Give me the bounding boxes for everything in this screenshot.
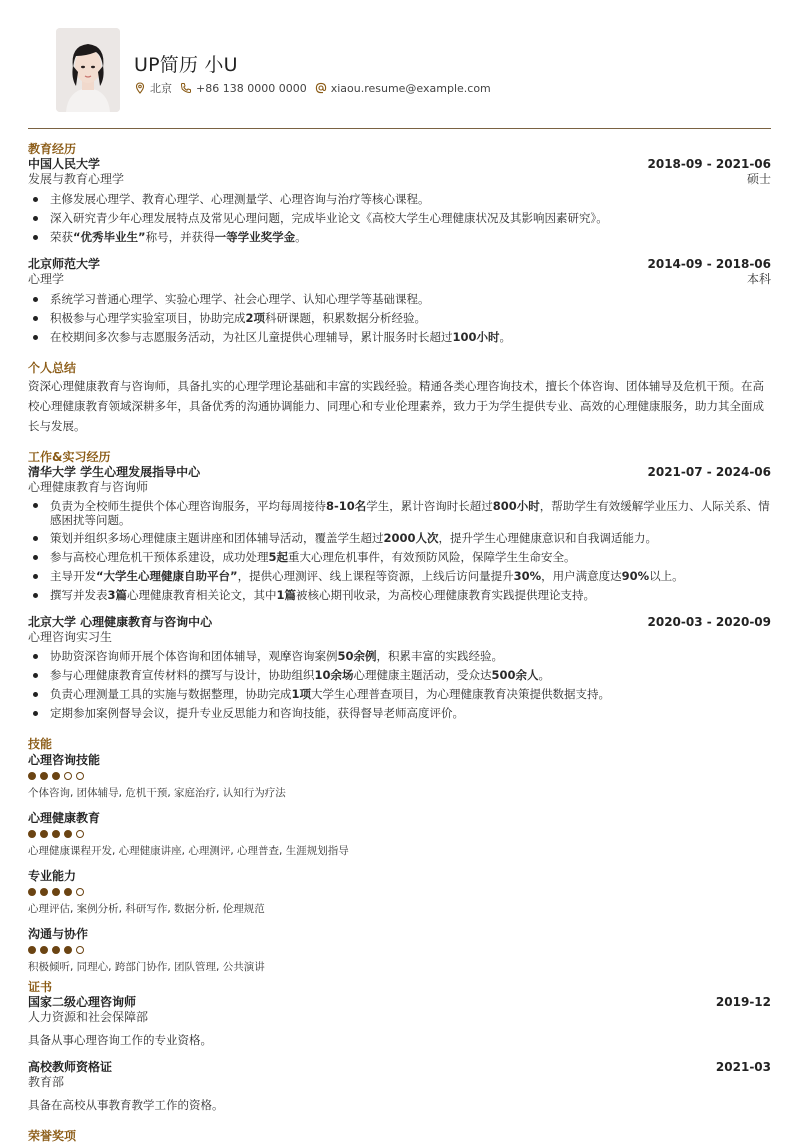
organization-name: 北京大学 心理健康教育与咨询中心 [28, 615, 213, 629]
rating-dot-filled [40, 888, 48, 896]
rating-dot-filled [52, 830, 60, 838]
school-name: 北京师范大学 [28, 257, 101, 271]
rating-dot-filled [28, 772, 36, 780]
list-item: 参与心理健康教育宣传材料的撰写与设计，协助组织10余场心理健康主题活动，受众达500余人。 [50, 666, 771, 685]
certificate-name: 高校教师资格证 [28, 1060, 113, 1074]
entry-date: 2014-09 - 2018-06 [647, 257, 771, 271]
rating-dot-empty [76, 946, 84, 954]
certificates-section-title: 证书 [28, 980, 53, 994]
entry-date: 2021-03 [715, 1060, 771, 1074]
experience-section-title: 工作&实习经历 [28, 450, 111, 464]
skills-section-title: 技能 [28, 737, 53, 751]
experience-entry [28, 615, 771, 723]
rating-dot-empty [76, 772, 84, 780]
skill-item [28, 810, 771, 858]
rating-dot-filled [28, 946, 36, 954]
list-item: 系统学习普通心理学、实验心理学、社会心理学、认知心理学等基础课程。 [50, 290, 771, 309]
rating-dot-filled [52, 888, 60, 896]
education-section-title: 教育经历 [28, 142, 77, 156]
skill-level-rating [28, 888, 771, 896]
rating-dot-filled [52, 946, 60, 954]
honors-section-title: 荣誉奖项 [28, 1129, 77, 1143]
rating-dot-filled [64, 830, 72, 838]
job-role: 心理健康教育与咨询师 [28, 480, 149, 494]
list-item: 策划并组织多场心理健康主题讲座和团体辅导活动，覆盖学生超过2000人次，提升学生心理健康意识和自我调适能力。 [50, 529, 771, 548]
organization-name: 清华大学 学生心理发展指导中心 [28, 465, 201, 479]
skill-name: 沟通与协作 [28, 927, 89, 941]
at-sign-icon [315, 82, 327, 94]
rating-dot-filled [40, 946, 48, 954]
location-pin-icon [134, 82, 146, 94]
list-item: 负责心理测量工具的实施与数据整理，协助完成1项大学生心理普查项目，为心理健康教育决策提供数据支持。 [50, 685, 771, 704]
entry-date: 2021-07 - 2024-06 [647, 465, 771, 479]
degree: 本科 [746, 272, 771, 286]
summary-text: 资深心理健康教育与咨询师，具备扎实的心理学理论基础和丰富的实践经验。精通各类心理咨询技术，擅长个体咨询、团体辅导及危机干预。在高校心理健康教育领域深耕多年，具备优秀的沟通协调能力、同理心和专业伦理素养，致力于为学生提供专业、高效的心理健康服务，助力其全面成长与发展。 [28, 379, 764, 433]
job-role: 心理咨询实习生 [28, 630, 113, 644]
rating-dot-empty [76, 888, 84, 896]
list-item: 协助资深咨询师开展个体咨询和团体辅导，观摩咨询案例50余例，积累丰富的实践经验。 [50, 647, 771, 666]
avatar [56, 28, 120, 112]
list-item: 定期参加案例督导会议，提升专业反思能力和咨询技能，获得督导老师高度评价。 [50, 704, 771, 723]
skill-item [28, 752, 771, 800]
skill-keywords: 积极倾听, 同理心, 跨部门协作, 团队管理, 公共演讲 [28, 961, 265, 973]
certificate-entry [28, 995, 771, 1050]
major: 发展与教育心理学 [28, 172, 125, 186]
major: 心理学 [28, 272, 65, 286]
skill-level-rating [28, 830, 771, 838]
certificate-description: 具备从事心理咨询工作的专业资格。 [28, 1033, 212, 1047]
rating-dot-filled [64, 888, 72, 896]
contact-phone [180, 82, 307, 95]
list-item: 撰写并发表3篇心理健康教育相关论文，其中1篇被核心期刊收录，为高校心理健康教育实践提供理论支持。 [50, 586, 771, 605]
certificate-issuer: 教育部 [28, 1075, 65, 1089]
entry-date: 2019-12 [715, 995, 771, 1009]
list-item: 积极参与心理学实验室项目，协助完成2项科研课题，积累数据分析经验。 [50, 309, 771, 328]
rating-dot-filled [40, 830, 48, 838]
list-item: 在校期间多次参与志愿服务活动，为社区儿童提供心理辅导，累计服务时长超过100小时。 [50, 328, 771, 347]
skill-level-rating [28, 946, 771, 954]
phone-text: +86 138 0000 0000 [196, 81, 307, 95]
certificate-description: 具备在高校从事教育教学工作的资格。 [28, 1098, 224, 1112]
skill-keywords: 心理健康课程开发, 心理健康讲座, 心理测评, 心理普查, 生涯规划指导 [28, 845, 349, 857]
email-text: xiaou.resume@example.com [330, 81, 491, 95]
list-item: 深入研究青少年心理发展特点及常见心理问题，完成毕业论文《高校大学生心理健康状况及其影响因素研究》。 [50, 209, 771, 228]
skill-item [28, 926, 771, 974]
education-entry [28, 257, 771, 347]
contact-info [134, 80, 499, 96]
skill-level-rating [28, 772, 771, 780]
resume-header [28, 0, 771, 128]
list-item: 参与高校心理危机干预体系建设，成功处理5起重大心理危机事件，有效预防风险，保障学生生命安全。 [50, 548, 771, 567]
rating-dot-empty [64, 772, 72, 780]
rating-dot-filled [40, 772, 48, 780]
rating-dot-filled [52, 772, 60, 780]
list-item: 负责为全校师生提供个体心理咨询服务，平均每周接待8-10名学生，累计咨询时长超过800小时，帮助学生有效缓解学业压力、人际关系、情感困扰等问题。 [50, 499, 770, 527]
skills-list [28, 752, 771, 974]
header-divider [28, 128, 771, 129]
skill-item [28, 868, 771, 916]
rating-dot-empty [76, 830, 84, 838]
list-item: 主修发展心理学、教育心理学、心理测量学、心理咨询与治疗等核心课程。 [50, 190, 771, 209]
list-item: 荣获“优秀毕业生”称号，并获得一等学业奖学金。 [50, 228, 771, 247]
location-text: 北京 [150, 82, 172, 95]
list-item: 主导开发“大学生心理健康自助平台”，提供心理测评、线上课程等资源，上线后访问量提升30%，用户满意度达90%以上。 [50, 567, 771, 586]
phone-icon [180, 82, 192, 94]
contact-email [315, 82, 491, 95]
school-name: 中国人民大学 [28, 157, 101, 171]
contact-location [134, 80, 172, 96]
skill-name: 心理健康教育 [28, 811, 101, 825]
entry-date: 2018-09 - 2021-06 [647, 157, 771, 171]
certificate-issuer: 人力资源和社会保障部 [28, 1010, 149, 1024]
candidate-name: UP简历 小U [134, 54, 238, 76]
rating-dot-filled [28, 888, 36, 896]
skill-keywords: 心理评估, 案例分析, 科研写作, 数据分析, 伦理规范 [28, 903, 265, 915]
skill-name: 专业能力 [28, 869, 77, 883]
resume-body [28, 142, 771, 1144]
rating-dot-filled [28, 830, 36, 838]
skill-name: 心理咨询技能 [28, 753, 101, 767]
rating-dot-filled [64, 946, 72, 954]
degree: 硕士 [746, 172, 771, 186]
avatar-photo [56, 28, 120, 112]
experience-entry [28, 465, 771, 605]
certificate-entry [28, 1060, 771, 1115]
entry-date: 2020-03 - 2020-09 [647, 615, 771, 629]
summary-section-title: 个人总结 [28, 361, 77, 375]
skill-keywords: 个体咨询, 团体辅导, 危机干预, 家庭治疗, 认知行为疗法 [28, 787, 286, 799]
certificate-name: 国家二级心理咨询师 [28, 995, 137, 1009]
education-entry [28, 157, 771, 247]
